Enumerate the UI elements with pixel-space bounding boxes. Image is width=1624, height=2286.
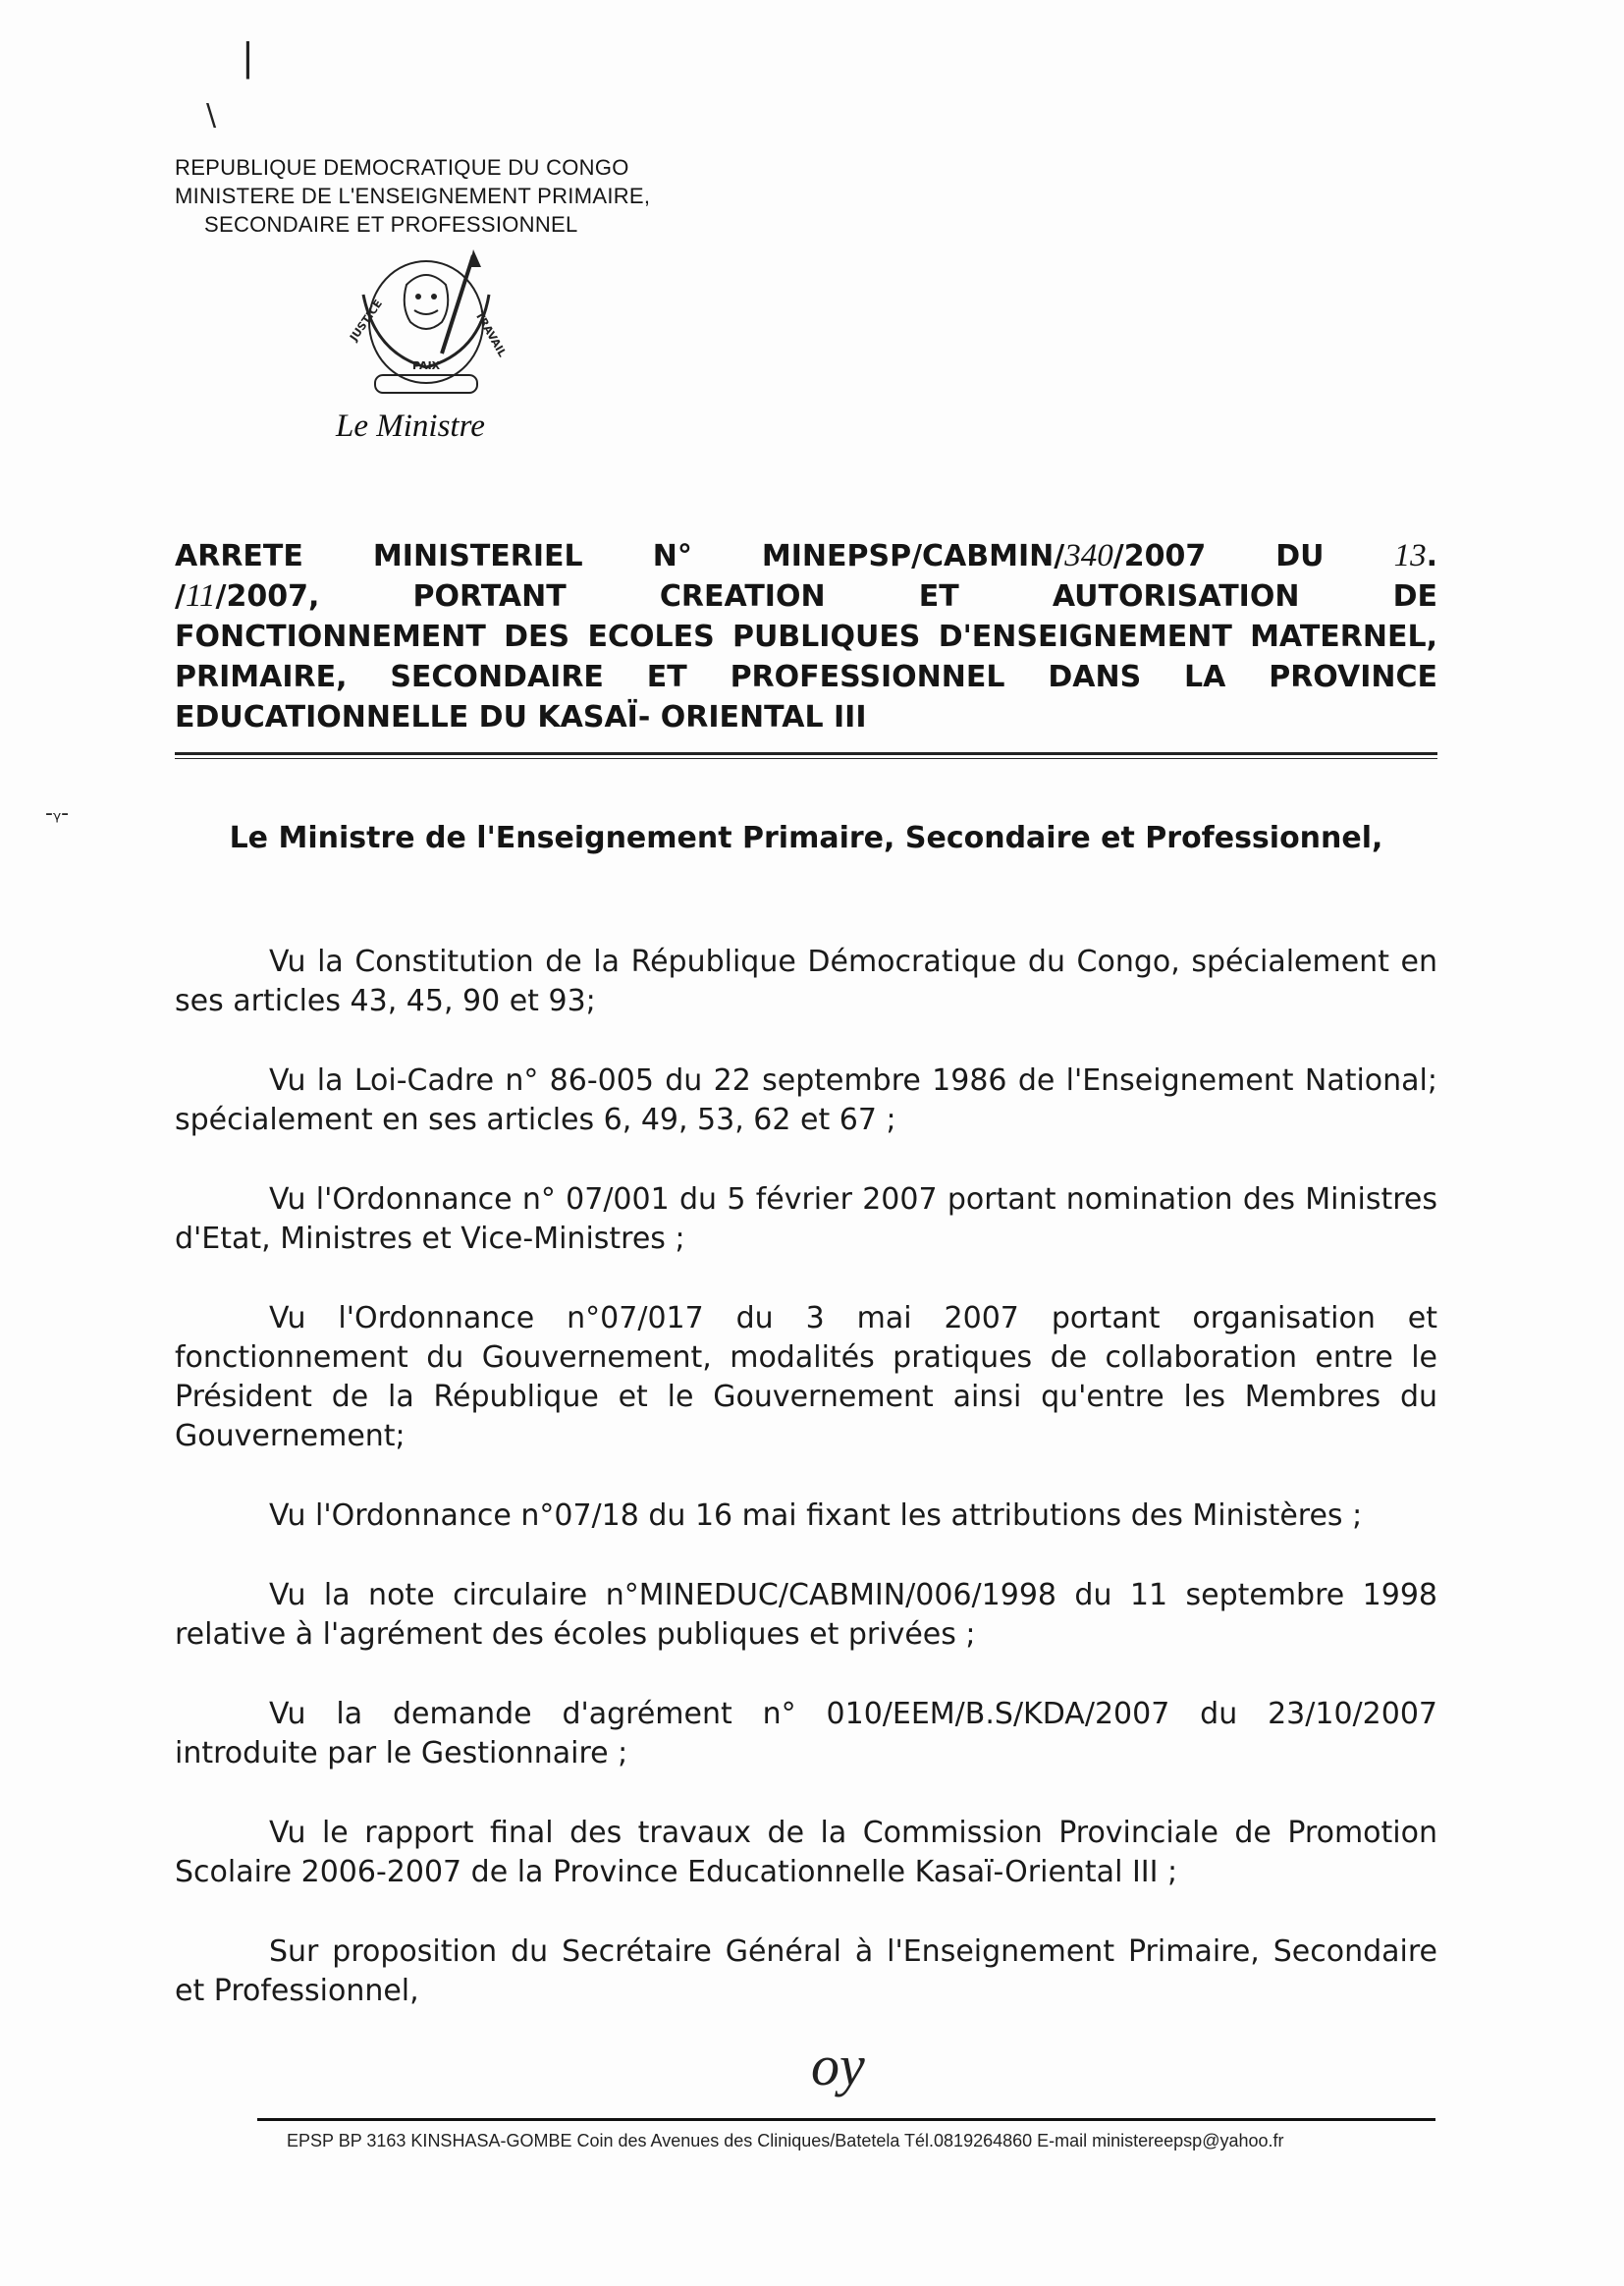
title-line-3: FONCTIONNEMENT DES ECOLES PUBLIQUES D'ENSEIGNEMENT MATERNEL, bbox=[175, 620, 1437, 654]
recital-paragraph: Vu la demande d'agrément n° 010/EEM/B.S/KDA/2007 du 23/10/2007 introduite par le Gestionnaire ; bbox=[175, 1697, 1437, 1770]
letterhead bbox=[175, 153, 650, 239]
title-line-4: PRIMAIRE, SECONDAIRE ET PROFESSIONNEL DANS LA PROVINCE bbox=[175, 660, 1437, 694]
recital-paragraph: Vu la Constitution de la République Démocratique du Congo, spécialement en ses articles 43, 45, 90 et 93; bbox=[175, 945, 1437, 1018]
coat-of-arms-seal bbox=[336, 245, 513, 403]
footer-contact: EPSP BP 3163 KINSHASA-GOMBE Coin des Avenues des Cliniques/Batetela Tél.0819264860 E-mail ministereepsp@yahoo.fr bbox=[287, 2131, 1284, 2150]
recital-paragraph: Vu la Loi-Cadre n° 86-005 du 22 septembre 1986 de l'Enseignement National; spécialement en ses articles 6, 49, 53, 62 et 67 ; bbox=[175, 1063, 1437, 1137]
scan-mark: \ bbox=[206, 98, 217, 133]
title-line-2: /11/2007, PORTANT CREATION ET AUTORISATION DE bbox=[175, 578, 1437, 614]
title-line-1: ARRETE MINISTERIEL N° MINEPSP/CABMIN/340/2007 DU 13. bbox=[175, 538, 1437, 573]
intro-statement: Le Ministre de l'Enseignement Primaire, Secondaire et Professionnel, bbox=[229, 821, 1383, 855]
letterhead-ministry: MINISTERE DE L'ENSEIGNEMENT PRIMAIRE, bbox=[175, 184, 651, 208]
recital-paragraph: Sur proposition du Secrétaire Général à l'Enseignement Primaire, Secondaire et Professionnel, bbox=[175, 1934, 1437, 2008]
title-text: /2007 DU bbox=[1112, 539, 1325, 573]
recital-paragraph: Vu l'Ordonnance n° 07/001 du 5 février 2007 portant nomination des Ministres d'Etat, Ministres et Vice-Ministres ; bbox=[175, 1182, 1437, 1256]
title-underline-thin bbox=[175, 758, 1437, 759]
letterhead-country: REPUBLIQUE DEMOCRATIQUE DU CONGO bbox=[175, 155, 629, 180]
recital-paragraph: Vu le rapport final des travaux de la Commission Provinciale de Promotion Scolaire 2006-2007 de la Province Educationnelle Kasaï-Oriental III ; bbox=[175, 1816, 1437, 1889]
handwritten-decree-number: 340 bbox=[1064, 538, 1113, 573]
recitals bbox=[175, 943, 1437, 2051]
letterhead-ministry-cont: SECONDAIRE ET PROFESSIONNEL bbox=[204, 212, 578, 237]
seal-motto-bottom: PAIX bbox=[412, 359, 441, 372]
handwritten-day: 13 bbox=[1393, 538, 1427, 573]
title-line-5: EDUCATIONNELLE DU KASAÏ- ORIENTAL III bbox=[175, 700, 867, 735]
scan-mark: | bbox=[242, 35, 254, 79]
recital-paragraph: Vu l'Ordonnance n°07/18 du 16 mai fixant les attributions des Ministères ; bbox=[269, 1498, 1363, 1533]
title-text: ARRETE MINISTERIEL N° MINEPSP/CABMIN/ bbox=[175, 539, 1065, 573]
decree-title bbox=[175, 536, 1437, 737]
recital-paragraph: Vu la note circulaire n°MINEDUC/CABMIN/006/1998 du 11 septembre 1998 relative à l'agrément des écoles publiques et privées ; bbox=[175, 1578, 1437, 1652]
scan-mark: -ᵧ- bbox=[45, 801, 70, 826]
handwritten-month: 11 bbox=[185, 578, 216, 614]
seal-motto-right: TRAVAIL bbox=[472, 309, 510, 359]
title-underline bbox=[175, 752, 1437, 755]
handwritten-initials: oy bbox=[811, 2034, 865, 2097]
seal-motto-left: JUSTICE bbox=[347, 297, 386, 344]
minister-title: Le Ministre bbox=[336, 408, 485, 444]
footer-rule bbox=[257, 2118, 1435, 2121]
title-text: /2007, PORTANT CREATION ET AUTORISATION DE bbox=[215, 579, 1437, 614]
recital-paragraph: Vu l'Ordonnance n°07/017 du 3 mai 2007 portant organisation et fonctionnement du Gouvernement, modalités pratiques de collaboration entre le Président de la République et le Gouvernement ainsi qu'entre les Membres du Gouvernement; bbox=[175, 1301, 1437, 1453]
